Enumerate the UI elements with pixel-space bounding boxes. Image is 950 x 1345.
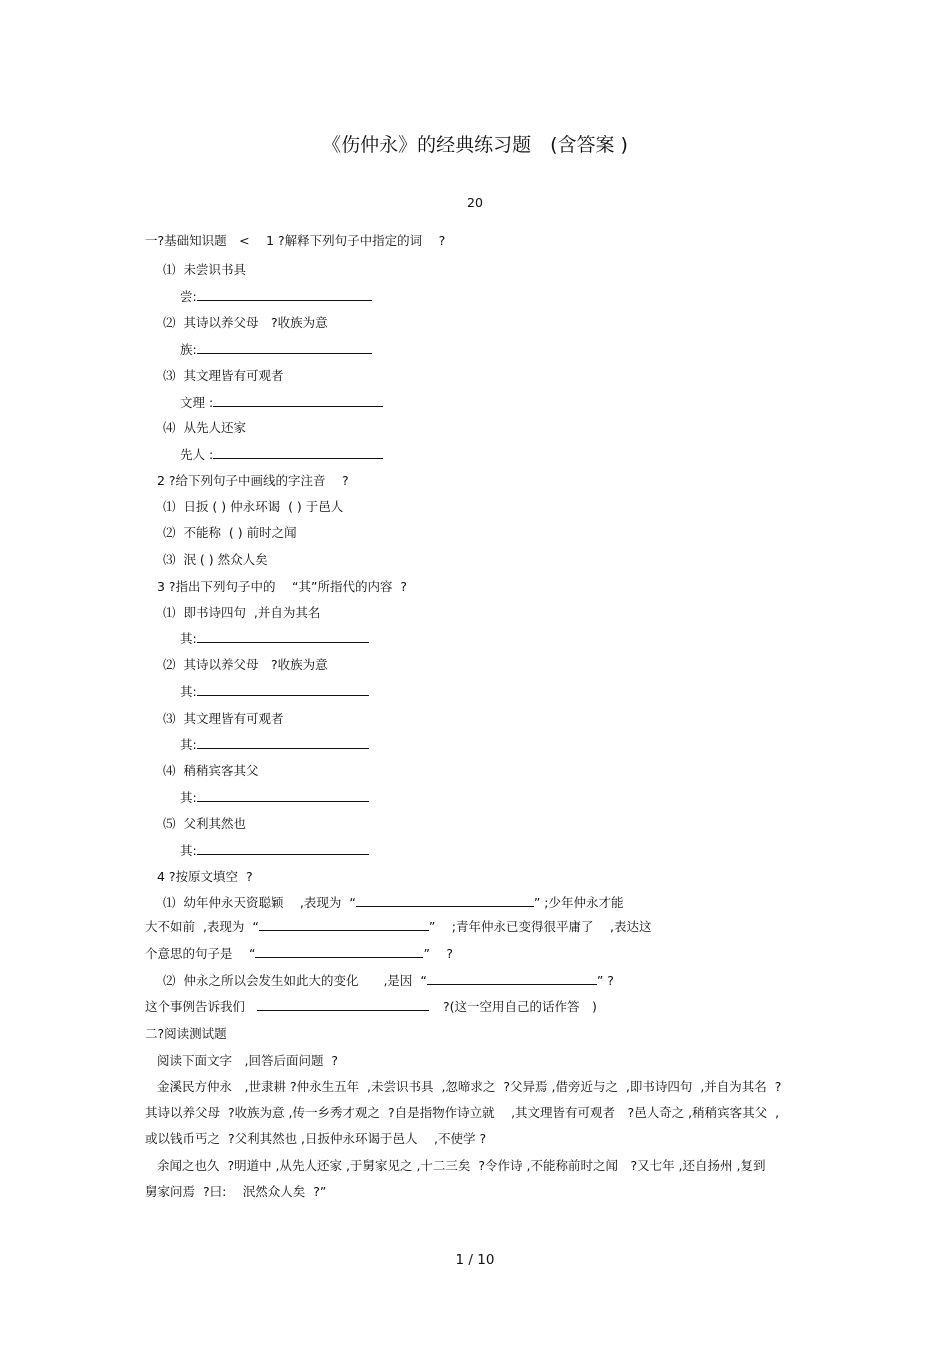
q1-item-4-label: 先人 : [180,447,214,462]
q3-item-4-label: 其: [180,790,197,805]
q2-item-1: ⑴ 日扳 ( ) 仲永环谒 ( ) 于邑人 [163,499,344,514]
answer-blank[interactable] [213,395,383,407]
reading-instruction: 阅读下面文字 ,回答后面问题 ? [157,1053,339,1068]
answer-blank[interactable] [197,843,369,855]
q3-item-5-label: 其: [180,843,197,858]
q3-item-1-answer [180,631,369,647]
q1-item-2-label: 族: [180,342,197,357]
q1-item-2-answer [180,342,372,358]
q4-2-line-1 [163,973,614,989]
answer-blank[interactable] [259,919,429,931]
q4-2-text-b: ” ? [596,973,614,988]
answer-blank[interactable] [197,289,372,301]
section2-heading: 二?阅读测试题 [145,1026,227,1041]
q3-item-3-sentence: ⑶ 其文理皆有可观者 [163,711,284,726]
q4-1-text-c: 大不如前 ,表现为 “ [145,919,259,934]
q4-1-text-f: ” ? [423,946,454,961]
q1-item-2-sentence: ⑵ 其诗以养父母 ?收族为意 [163,315,328,330]
section1-heading: 一?基础知识题 < 1 ?解释下列句子中指定的词 ? [145,233,446,248]
q4-1-line-1 [163,895,624,911]
passage-line: 金溪民方仲永 ,世隶耕 ?仲永生五年 ,未尝识书具 ,忽啼求之 ?父异焉 ,借旁近与之 ,即书诗四句 ,并自为其名 ? [157,1079,782,1094]
q4-1-line-3 [145,946,453,962]
document-subtitle: 20 [467,195,483,210]
q3-heading: 3 ?指出下列句子中的 “其”所指代的内容 ? [157,579,408,594]
q4-1-line-2 [145,919,651,935]
passage-line: 其诗以养父母 ?收族为意 ,传一乡秀才观之 ?自是指物作诗立就 ,其文理皆有可观者 ?邑人奇之 ,稍稍宾客其父 , [145,1105,780,1120]
q1-item-1-sentence: ⑴ 未尝识书具 [163,262,246,277]
answer-blank[interactable] [197,737,369,749]
answer-blank[interactable] [197,790,369,802]
q1-item-3-answer [180,395,383,411]
q1-item-3-label: 文理 : [180,395,214,410]
q3-item-3-answer [180,737,369,753]
answer-blank[interactable] [356,895,534,907]
q3-item-5-sentence: ⑸ 父利其然也 [163,816,246,831]
q3-item-4-answer [180,790,369,806]
q1-item-1-label: 尝: [180,289,197,304]
passage-line: 或以钱币丐之 ?父利其然也 ,日扳仲永环谒于邑人 ,不使学 ? [145,1131,487,1146]
q3-item-2-sentence: ⑵ 其诗以养父母 ?收族为意 [163,657,328,672]
q4-1-text-b: ” ;少年仲永才能 [533,895,624,910]
q4-1-text-e: 个意思的句子是 “ [145,946,256,961]
q4-2-text-c: 这个事例告诉我们 [145,999,246,1014]
q2-item-3: ⑶ 泯 ( ) 然众人矣 [163,552,268,567]
q1-item-3-sentence: ⑶ 其文理皆有可观者 [163,368,284,383]
answer-blank[interactable] [197,342,372,354]
q4-1-text-d: ” ;青年仲永已变得很平庸了 ,表达这 [428,919,652,934]
answer-blank[interactable] [213,447,383,459]
q1-item-4-answer [180,447,383,463]
answer-blank[interactable] [197,684,369,696]
answer-blank[interactable] [255,946,423,958]
q3-item-1-label: 其: [180,631,197,646]
q3-item-3-label: 其: [180,737,197,752]
q4-2-text-d: ?(这一空用自己的话作答 ) [443,999,597,1014]
answer-blank[interactable] [257,999,429,1011]
q2-item-2: ⑵ 不能称 ( ) 前时之闻 [163,525,297,540]
document-title: 《伤仲永》的经典练习题 (含答案 ) [322,134,628,156]
q1-item-1-answer [180,289,372,305]
answer-blank[interactable] [427,973,597,985]
q2-heading: 2 ?给下列句子中画线的字注音 ? [157,473,349,488]
q4-1-text-a: ⑴ 幼年仲永天资聪颖 ,表现为 “ [163,895,356,910]
q4-2-text-a: ⑵ 仲永之所以会发生如此大的变化 ,是因 “ [163,973,427,988]
answer-blank[interactable] [197,631,369,643]
page-number: 1 / 10 [455,1252,495,1268]
q4-2-line-2 [145,999,597,1015]
passage-line: 舅家问焉 ?曰: 泯然众人矣 ?” [145,1184,327,1199]
q1-item-4-sentence: ⑷ 从先人还家 [163,420,246,435]
passage-line: 余闻之也久 ?明道中 ,从先人还家 ,于舅家见之 ,十二三矣 ?令作诗 ,不能称前时之闻 ?又七年 ,还自扬州 ,复到 [157,1158,766,1173]
q3-item-1-sentence: ⑴ 即书诗四句 ,并自为其名 [163,605,321,620]
q3-item-2-label: 其: [180,684,197,699]
q3-item-5-answer [180,843,369,859]
q4-heading: 4 ?按原文填空 ? [157,869,253,884]
q3-item-2-answer [180,684,369,700]
q3-item-4-sentence: ⑷ 稍稍宾客其父 [163,763,259,778]
